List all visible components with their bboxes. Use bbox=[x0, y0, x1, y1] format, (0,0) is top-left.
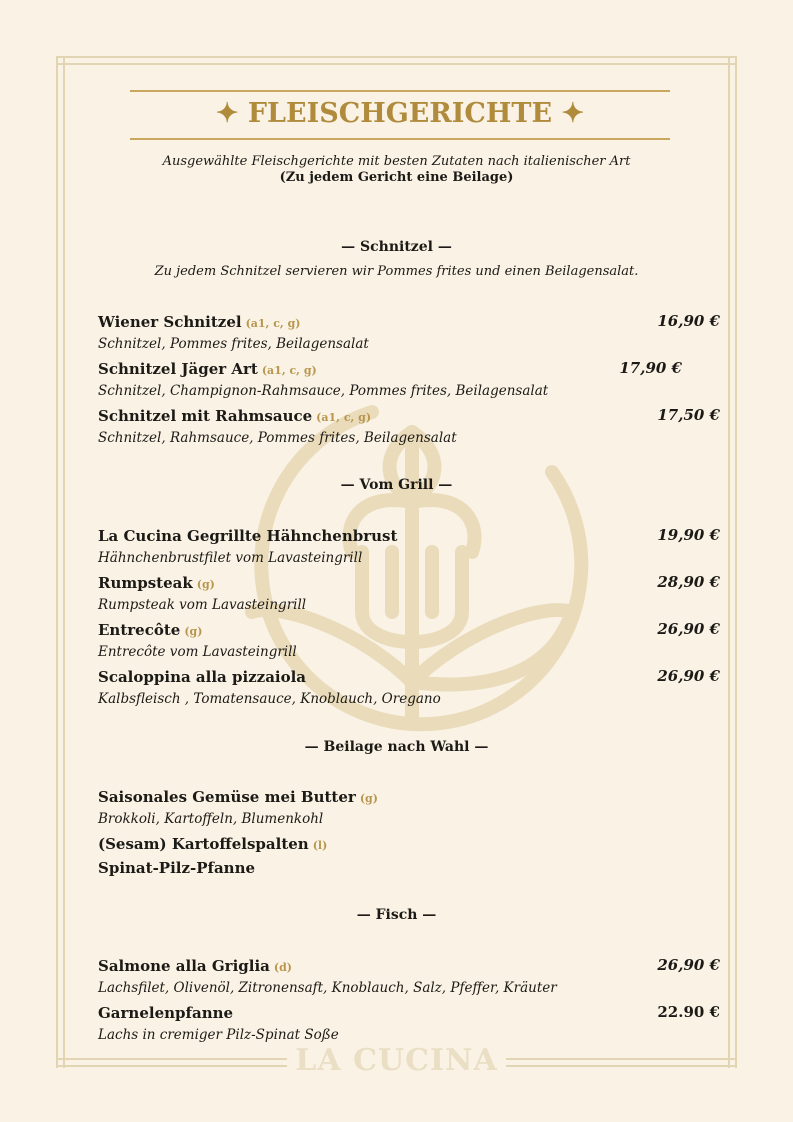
menu-item-description: Schnitzel, Rahmsauce, Pommes frites, Beilagensalat bbox=[98, 430, 457, 446]
menu-item-name: Spinat-Pilz-Pfanne bbox=[98, 859, 256, 877]
menu-item-price: 17,90 € bbox=[619, 359, 682, 377]
menu-item bbox=[98, 858, 720, 878]
menu-item bbox=[98, 834, 720, 854]
page-title: ✦ FLEISCHGERICHTE ✦ bbox=[215, 98, 585, 129]
allergen-codes: (g) bbox=[359, 792, 378, 805]
menu-item bbox=[98, 956, 720, 976]
allergen-codes: (a1, c, g) bbox=[261, 364, 317, 377]
menu-item-description: Kalbsfleisch , Tomatensauce, Knoblauch, Oregano bbox=[98, 691, 441, 707]
menu-item-name: La Cucina Gegrillte Hähnchenbrust bbox=[98, 527, 398, 545]
menu-item-description: Hähnchenbrustfilet vom Lavasteingrill bbox=[98, 550, 363, 566]
menu-item bbox=[98, 359, 720, 379]
frame-top-border bbox=[56, 56, 737, 65]
allergen-codes: (l) bbox=[312, 839, 328, 852]
menu-item-price: 28,90 € bbox=[657, 573, 720, 591]
menu-item-name: Wiener Schnitzel bbox=[98, 313, 242, 331]
menu-item bbox=[98, 787, 720, 807]
allergen-codes: (g) bbox=[184, 625, 203, 638]
menu-item-name: Schnitzel mit Rahmsauce bbox=[98, 407, 313, 425]
section-title-schnitzel: — Schnitzel — bbox=[341, 239, 452, 255]
menu-item-description: Schnitzel, Pommes frites, Beilagensalat bbox=[98, 336, 369, 352]
allergen-codes: (a1, c, g) bbox=[245, 317, 301, 330]
menu-item-price: 26,90 € bbox=[657, 956, 720, 974]
menu-item-name: Saisonales Gemüse mei Butter bbox=[98, 788, 356, 806]
menu-item bbox=[98, 1003, 720, 1023]
frame-right-border bbox=[728, 56, 737, 1068]
frame-left-border bbox=[56, 56, 65, 1068]
menu-item-description: Brokkoli, Kartoffeln, Blumenkohl bbox=[98, 811, 324, 827]
menu-item-price: 26,90 € bbox=[657, 620, 720, 638]
menu-item-name: Salmone alla Griglia bbox=[98, 957, 270, 975]
menu-item-description: Lachsfilet, Olivenöl, Zitronensaft, Knoblauch, Salz, Pfeffer, Kräuter bbox=[98, 980, 557, 996]
menu-item-price: 19,90 € bbox=[657, 526, 720, 544]
page-subtitle: Ausgewählte Fleischgerichte mit besten Zutaten nach italienischer Art bbox=[162, 154, 631, 169]
menu-item bbox=[98, 667, 720, 687]
section-title-fisch: — Fisch — bbox=[356, 907, 437, 923]
menu-item-price: 16,90 € bbox=[657, 312, 720, 330]
menu-item-description: Entrecôte vom Lavasteingrill bbox=[98, 644, 297, 660]
menu-item bbox=[98, 406, 720, 426]
header-rule-top bbox=[130, 90, 670, 92]
header-rule-bottom bbox=[130, 138, 670, 140]
menu-item bbox=[98, 312, 720, 332]
menu-item-description: Rumpsteak vom Lavasteingrill bbox=[98, 597, 307, 613]
section-title-grill: — Vom Grill — bbox=[340, 477, 453, 493]
menu-item bbox=[98, 620, 720, 640]
menu-item-name: Garnelenpfanne bbox=[98, 1004, 234, 1022]
allergen-codes: (d) bbox=[273, 961, 292, 974]
menu-item-name: Scaloppina alla pizzaiola bbox=[98, 668, 307, 686]
page-note: (Zu jedem Gericht eine Beilage) bbox=[279, 170, 514, 185]
menu-item-name: Entrecôte bbox=[98, 621, 181, 639]
footer-brand: LA CUCINA bbox=[0, 1043, 793, 1078]
allergen-codes: (a1, c, g) bbox=[316, 411, 372, 424]
section-title-beilage: — Beilage nach Wahl — bbox=[304, 739, 489, 755]
menu-item bbox=[98, 573, 720, 593]
menu-item-name: (Sesam) Kartoffelspalten bbox=[98, 835, 309, 853]
menu-item-price: 17,50 € bbox=[657, 406, 720, 424]
menu-item-name: Schnitzel Jäger Art bbox=[98, 360, 258, 378]
menu-item-price: 26,90 € bbox=[657, 667, 720, 685]
menu-item-description: Lachs in cremiger Pilz-Spinat Soße bbox=[98, 1027, 339, 1043]
menu-item bbox=[98, 526, 720, 546]
menu-item-name: Rumpsteak bbox=[98, 574, 193, 592]
menu-item-description: Schnitzel, Champignon-Rahmsauce, Pommes frites, Beilagensalat bbox=[98, 383, 549, 399]
allergen-codes: (g) bbox=[196, 578, 215, 591]
menu-item-price: 22.90 € bbox=[657, 1003, 720, 1021]
section-note-schnitzel: Zu jedem Schnitzel servieren wir Pommes frites und einen Beilagensalat. bbox=[154, 264, 639, 279]
